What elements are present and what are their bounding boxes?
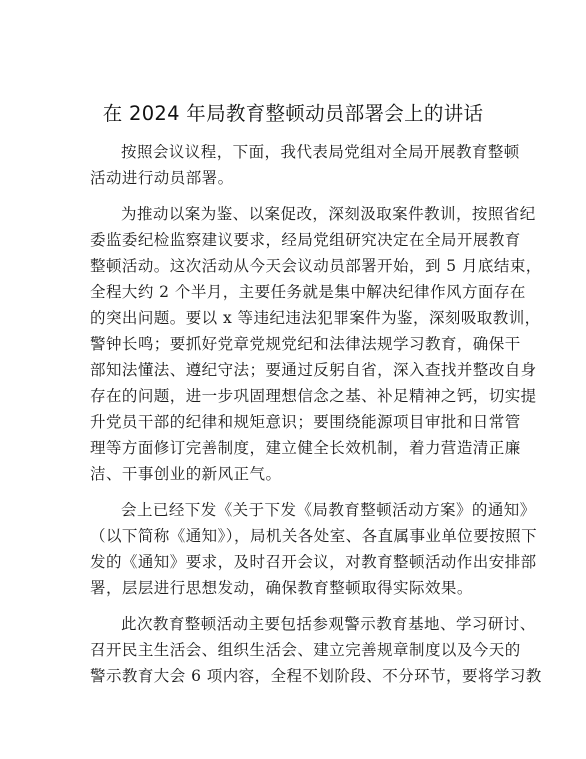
paragraph-line: 按照会议议程，下面，我代表局党组对全局开展教育整顿 xyxy=(121,143,520,161)
paragraph-line: 部知法懂法、遵纪守法；要通过反躬自省，深入查找并整改自身 xyxy=(90,361,537,379)
paragraph-line: 理等方面修订完善制度，建立健全长效机制，着力营造清正廉 xyxy=(90,439,521,457)
paragraph-line: （以下简称《通知》），局机关各处室、各直属事业单位要按照下 xyxy=(90,527,538,545)
paragraph-line: 洁、干事创业的新风正气。 xyxy=(90,465,282,483)
paragraph-line: 升党员干部的纪律和规矩意识；要围绕能源项目审批和日常管 xyxy=(90,413,521,431)
paragraph-line: 活动进行动员部署。 xyxy=(90,169,234,187)
paragraph-line: 署，层层进行思想发动，确保教育整顿取得实际效果。 xyxy=(90,579,473,597)
paragraph-line: 全程大约 2 个半月，主要任务就是集中解决纪律作风方面存在 xyxy=(90,283,526,301)
paragraph-line: 召开民主生活会、组织生活会、建立完善规章制度以及今天的 xyxy=(90,641,521,659)
paragraph-line: 为推动以案为鉴、以案促改，深刻汲取案件教训，按照省纪 xyxy=(121,205,536,223)
document-title: 在 2024 年局教育整顿动员部署会上的讲话 xyxy=(102,102,484,125)
document-body xyxy=(90,139,542,699)
paragraph xyxy=(90,611,542,689)
paragraph-line: 会上已经下发《关于下发《局教育整顿活动方案》的通知》 xyxy=(121,501,536,519)
paragraph-line: 的突出问题。要以 x 等违纪违法犯罪案件为鉴，深刻吸取教训， xyxy=(90,309,541,327)
paragraph-line: 整顿活动。这次活动从今天会议动员部署开始，到 5 月底结束， xyxy=(90,257,542,275)
paragraph-line: 警钟长鸣；要抓好党章党规党纪和法律法规学习教育，确保干 xyxy=(90,335,521,353)
paragraph-line: 存在的问题，进一步巩固理想信念之基、补足精神之钙，切实提 xyxy=(90,387,537,405)
paragraph xyxy=(90,497,538,601)
paragraph-line: 委监委纪检监察建议要求，经局党组研究决定在全局开展教育 xyxy=(90,231,521,249)
paragraph xyxy=(90,201,542,487)
paragraph xyxy=(90,139,520,191)
paragraph-line: 警示教育大会 6 项内容，全程不划阶段、不分环节，要将学习教 xyxy=(90,667,542,685)
paragraph-line: 此次教育整顿活动主要包括参观警示教育基地、学习研讨、 xyxy=(121,615,536,633)
paragraph-line: 发的《通知》要求，及时召开会议，对教育整顿活动作出安排部 xyxy=(90,553,537,571)
